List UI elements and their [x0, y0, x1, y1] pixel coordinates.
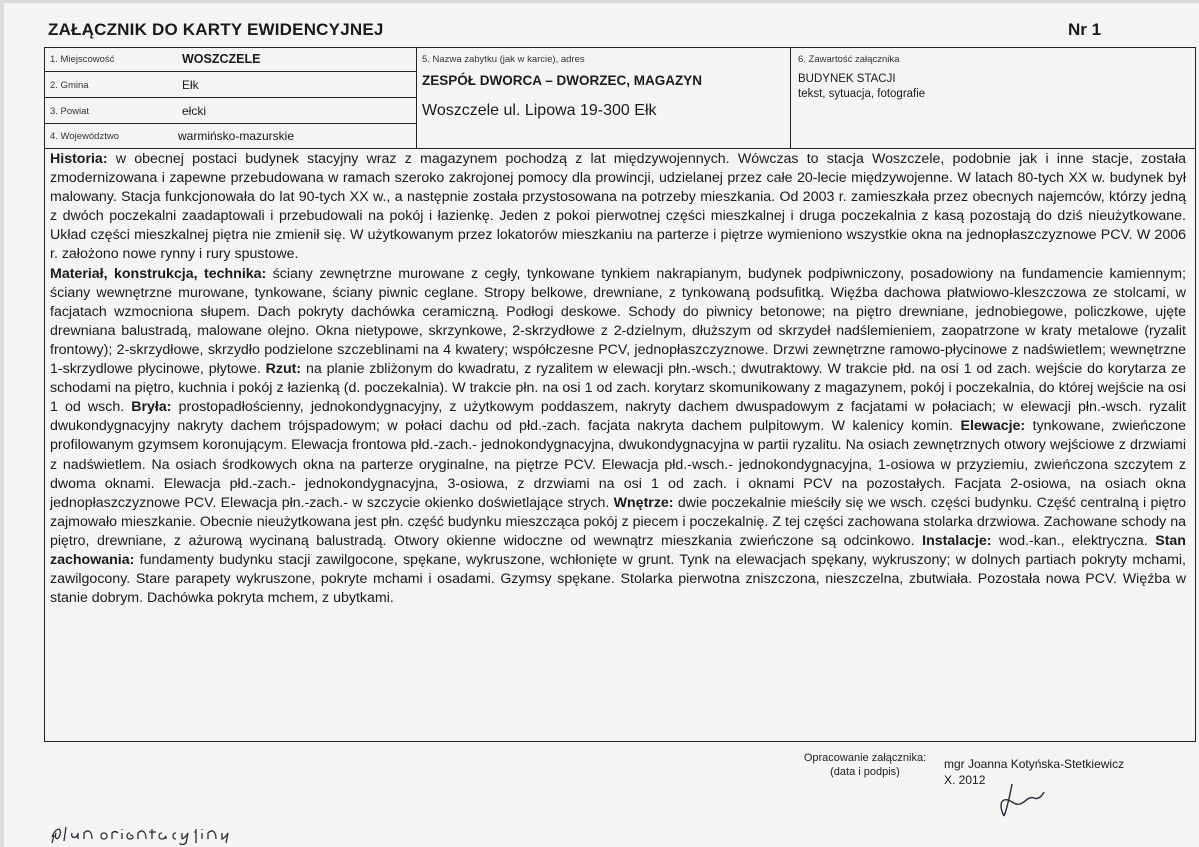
powiat-value: ełcki	[182, 104, 207, 118]
scan-edge	[0, 0, 1199, 3]
section-text-bryla: prostopadłościenny, jednokondygnacyjny, z użytkowym poddaszem, nakryty dachem dwuspadowym z facjatami w połaciach; w elewacji płn.-wsch. ryzalit dwukondygnacyjny nakryty dachem trójspadowym; w połaci dachu od płd.-zach. facjata nakryta dachem pulpitowym. W kalenicy komin.	[50, 399, 1186, 435]
section-heading-bryla: Bryła:	[131, 399, 172, 416]
author-date: X. 2012	[944, 773, 986, 787]
section-text-historia: w obecnej postaci budynek stacyjny wraz z magazynem pochodzą z lat międzywojennych. Wówczas to stacja Woszczele, podobnie jak i inne stacje, została zmodernizowana i zapewne przebudowana w ramach szeroko zakrojonej pomocy dla prowincji, udzielanej przez całe 20-lecie międzywojenne. W latach 80-tych XX w. budynek był malowany. Stacja funkcjonowała do lat 90-tych XX w., a następnie została przystosowana na potrzeby mieszkania. Od 2003 r. zamieszkała przez obecnych najemców, którzy jedną z dwóch poczekalni zaadaptowali i przebudowali na pokój i łazienkę. Jeden z pokoi pierwotnej części mieszkalnej i druga poczekalnia z kasą pozostają do dziś nieużytkowane. Układ części mieszkalnej piętra nie zmienił się. W użytkowanym przez lokatorów mieszkaniu na parterze i piętrze wymieniono wszystkie okna na jednopłaszczyznowe PCV. W 2006 r. założono nowe rynny i rury spustowe.	[50, 151, 1186, 263]
signature-mark	[990, 780, 1050, 820]
section-heading-historia: Historia:	[50, 151, 108, 167]
zabytek-label: 5. Nazwa zabytku (jak w karcie), adres	[422, 54, 585, 65]
gmina-label: 2. Gmina	[50, 80, 89, 91]
wojewodztwo-label: 4. Województwo	[50, 131, 119, 142]
handwritten-note	[50, 823, 290, 845]
scan-edge	[0, 0, 4, 847]
section-heading-stan: Stan zachowania:	[50, 532, 1186, 568]
miejscowosc-label: 1. Miejscowość	[50, 54, 115, 65]
section-heading-wnetrze: Wnętrze:	[613, 494, 674, 511]
powiat-label: 3. Powiat	[50, 106, 90, 117]
section-heading-elewacje: Elewacje:	[960, 418, 1026, 435]
section-heading-material: Materiał, konstrukcja, technika:	[50, 265, 267, 282]
document-title: ZAŁĄCZNIK DO KARTY EWIDENCYJNEJ	[48, 20, 384, 39]
description-text	[50, 150, 1186, 608]
zawartosc-line-2: tekst, sytuacja, fotografie	[798, 88, 926, 100]
section-text-wnetrze: dwie poczekalnie mieściły się we wsch. części budynku. Część centralną i piętro zajmowało mieszkanie. Obecnie nieużytkowana jest płn. część budynku mieszcząca pokój z piecem i poczekalnię. Z tej części zachowana stolarka drzwiowa. Zachowane schody na piętro, drewniane, z ażurową wycinaną balustradą. Otwory okienne widoczne od wewnątrz mieszkania zwieńczone są odcinkowo.	[50, 494, 1186, 549]
column-divider	[790, 47, 791, 149]
attachment-number: Nr 1	[1068, 20, 1102, 39]
wojewodztwo-value: warmińsko-mazurskie	[178, 129, 295, 143]
section-text-instalacje: wod.-kan., elektryczna.	[991, 532, 1156, 549]
row-divider	[44, 97, 416, 98]
section-text-stan: fundamenty budynku stacji zawilgocone, spękane, wykruszone, wchłonięte w grunt. Tynk na elewacjach spękany, wykruszony; w dolnych partiach pokryty mchami, zawilgocony. Stare parapety wykruszone, pokryte mchami i osadami. Gzymsy spękane. Stolarka pierwotna zniszczona, nieszczelna, zbutwiała. Pozostała nowa PCV. Więźba w stanie dobrym. Dachówka pokryta mchem, z ubytkami.	[50, 551, 1186, 607]
row-divider	[44, 123, 416, 124]
gmina-value: Ełk	[182, 78, 199, 92]
zabytek-name: ZESPÓŁ DWORCA – DWORZEC, MAGAZYN	[422, 73, 702, 88]
zawartosc-line-1: BUDYNEK STACJI	[798, 73, 896, 85]
section-text-rzut: na planie zbliżonym do kwadratu, z ryzalitem w elewacji płn.-wsch.; dwutraktowy. W trakcie płd. na osi 1 od zach. wejście do korytarza ze schodami na piętro, kuchnia i pokój z łazienką (d. poczekalnia). W trakcie płn. na osi 1 od zach. korytarz skomunikowany z magazynem, pokój i poczekalnia, do której wejście na osi 1 od wsch.	[50, 361, 1186, 416]
section-text-elewacje: tynkowane, zwieńczone profilowanym gzymsem koronującym. Elewacja frontowa płd.-zach.- jednokondygnacyjna, dwukondygnacyjna w partii ryzalitu. Na osiach zewnętrznych otwory wejściowe z drzwiami z nadświetlem. Na osiach środkowych okna na parterze oryginalne, na piętrze PCV. Elewacja płd.-wsch.- jednokondygnacyjna, 1-osiowa w przyziemiu, zwieńczona szczytem z dwoma oknami. Elewacja płd.-zach.- jednokondygnacyjna, 3-osiowa, z drzwiami na osi 1 od zach. i oknami PCV na pozostałych. Facjata 2-osiowa, na osiach okna jednopłaszczyznowe PCV. Elewacja płn.-zach.- w szczycie okienko doświetlające strych.	[50, 418, 1186, 511]
footer-label-line-1: Opracowanie załącznika:	[803, 752, 927, 764]
footer-label-line-2: (data i podpis)	[830, 766, 900, 778]
miejscowosc-value: WOSZCZELE	[182, 52, 261, 66]
column-divider	[416, 47, 417, 149]
section-heading-rzut: Rzut:	[265, 361, 302, 378]
header-divider	[44, 148, 1196, 149]
zabytek-address: Woszczele ul. Lipowa 19-300 Ełk	[422, 102, 657, 119]
author-name: mgr Joanna Kotyńska-Stetkiewicz	[944, 757, 1125, 771]
zawartosc-label: 6. Zawartość załącznika	[798, 54, 900, 65]
section-text-material: ściany zewnętrzne murowane z cegły, tynkowane tynkiem nakrapianym, budynek podpiwniczony, posadowiony na fundamencie kamiennym; ściany wewnętrzne murowane, tynkowane, ściany piwnic ceglane. Stropy belkowe, drewniane, z tynkowaną podsufitką. Więźba dachowa płatwiowo-kleszczowa ze stolcami, w facjatach wzmocniona słupem. Dach pokryty dachówka ceramiczną. Podłogi deskowe. Schody do piwnicy betonowe; na piętro drewniane, jednobiegowe, policzkowe, ujęte drewniana balustradą, malowane olejno. Okna nietypowe, skrzynkowe, 2-skrzydłowe z 2-dzielnym, dłuższym od skrzydeł nadślemieniem, zaopatrzone w kraty metalowe (ryzalit frontowy); 2-skrzydłowe, skrzydło podzielone szczeblinami na 4 kwatery; współczesne PCV, jednopłaszczyznowe. Drzwi zewnętrzne ramowo-płycinowe z nadświetlem; wewnętrzne 1-skrzydlowe płycinowe, płytowe.	[50, 265, 1186, 378]
section-heading-instalacje: Instalacje:	[922, 532, 992, 549]
row-divider	[44, 71, 416, 72]
